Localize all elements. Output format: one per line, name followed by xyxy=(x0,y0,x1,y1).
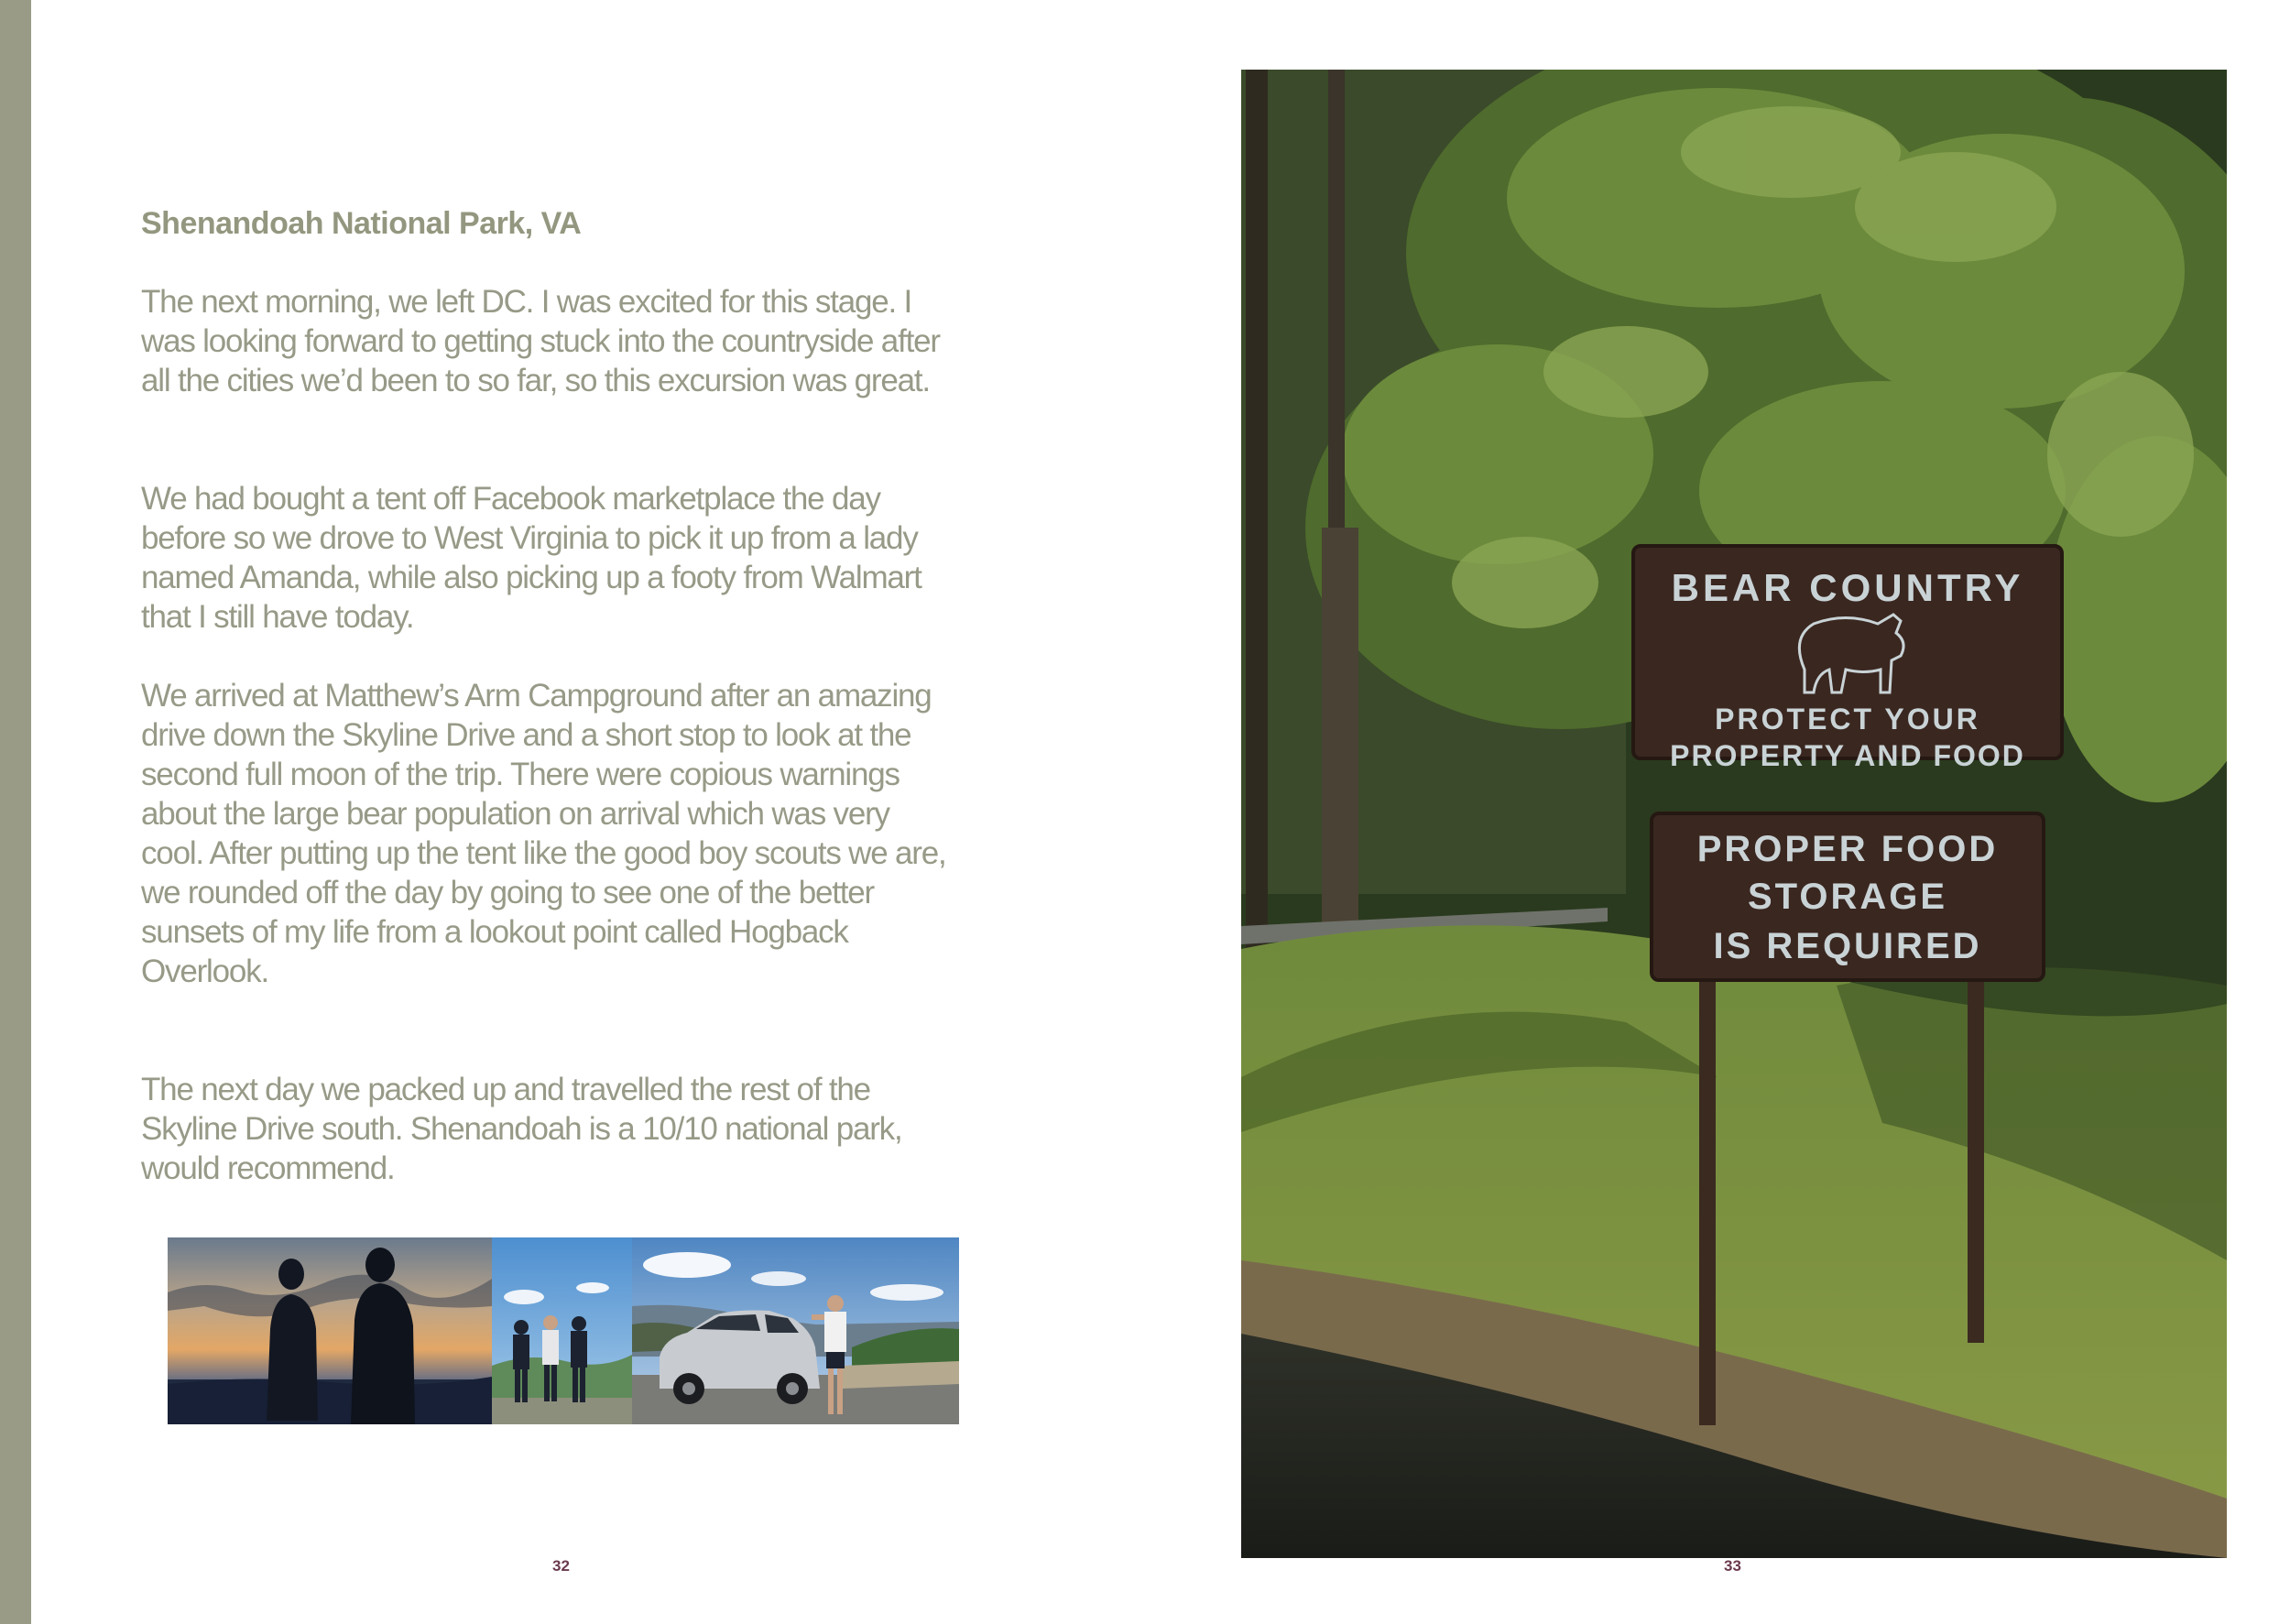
paragraph-2: We had bought a tent off Facebook marketplace the day before so we drove to West Virginia to pick it up from a lady named Amanda, while also picking up a footy from Walmart that I still have today. xyxy=(141,481,921,635)
sign-is-required: IS REQUIRED xyxy=(1713,926,1982,966)
section-heading: Shenandoah National Park, VA xyxy=(141,206,582,241)
sign-storage: STORAGE xyxy=(1747,877,1948,917)
page-spine-bar xyxy=(0,0,31,1624)
sign-property-and-food: PROPERTY AND FOOD xyxy=(1670,739,2025,772)
photo-three-friends xyxy=(492,1237,632,1424)
photo-sunset-silhouettes xyxy=(168,1237,492,1424)
photo-bear-country-sign xyxy=(1241,70,2227,1558)
paragraph-4: The next day we packed up and travelled the rest of the Skyline Drive south. Shenandoah is a 10/10 national park, would recommend. xyxy=(141,1072,902,1186)
sign-bear-country: BEAR COUNTRY xyxy=(1671,566,2024,609)
paragraph-1: The next morning, we left DC. I was excited for this stage. I was looking forward to getting stuck into the countryside after all the cities we’d been to so far, so this excursion was great. xyxy=(141,284,940,398)
page-number-right: 33 xyxy=(1724,1557,1741,1575)
sign-protect-your: PROTECT YOUR xyxy=(1715,703,1980,736)
paragraph-3: We arrived at Matthew’s Arm Campground after an amazing drive down the Skyline Drive and a short stop to look at the second full moon of the trip. There were copious warnings about the large bear population on arrival which was very cool. After putting up the tent like the good boy scouts we are, we rounded off the day by going to see one of the better sunsets of my life from a lookout point called Hogback Overlook. xyxy=(141,678,946,989)
sign-proper-food: PROPER FOOD xyxy=(1696,829,1999,869)
photo-car-overlook xyxy=(632,1237,959,1424)
page-number-left: 32 xyxy=(552,1557,570,1575)
